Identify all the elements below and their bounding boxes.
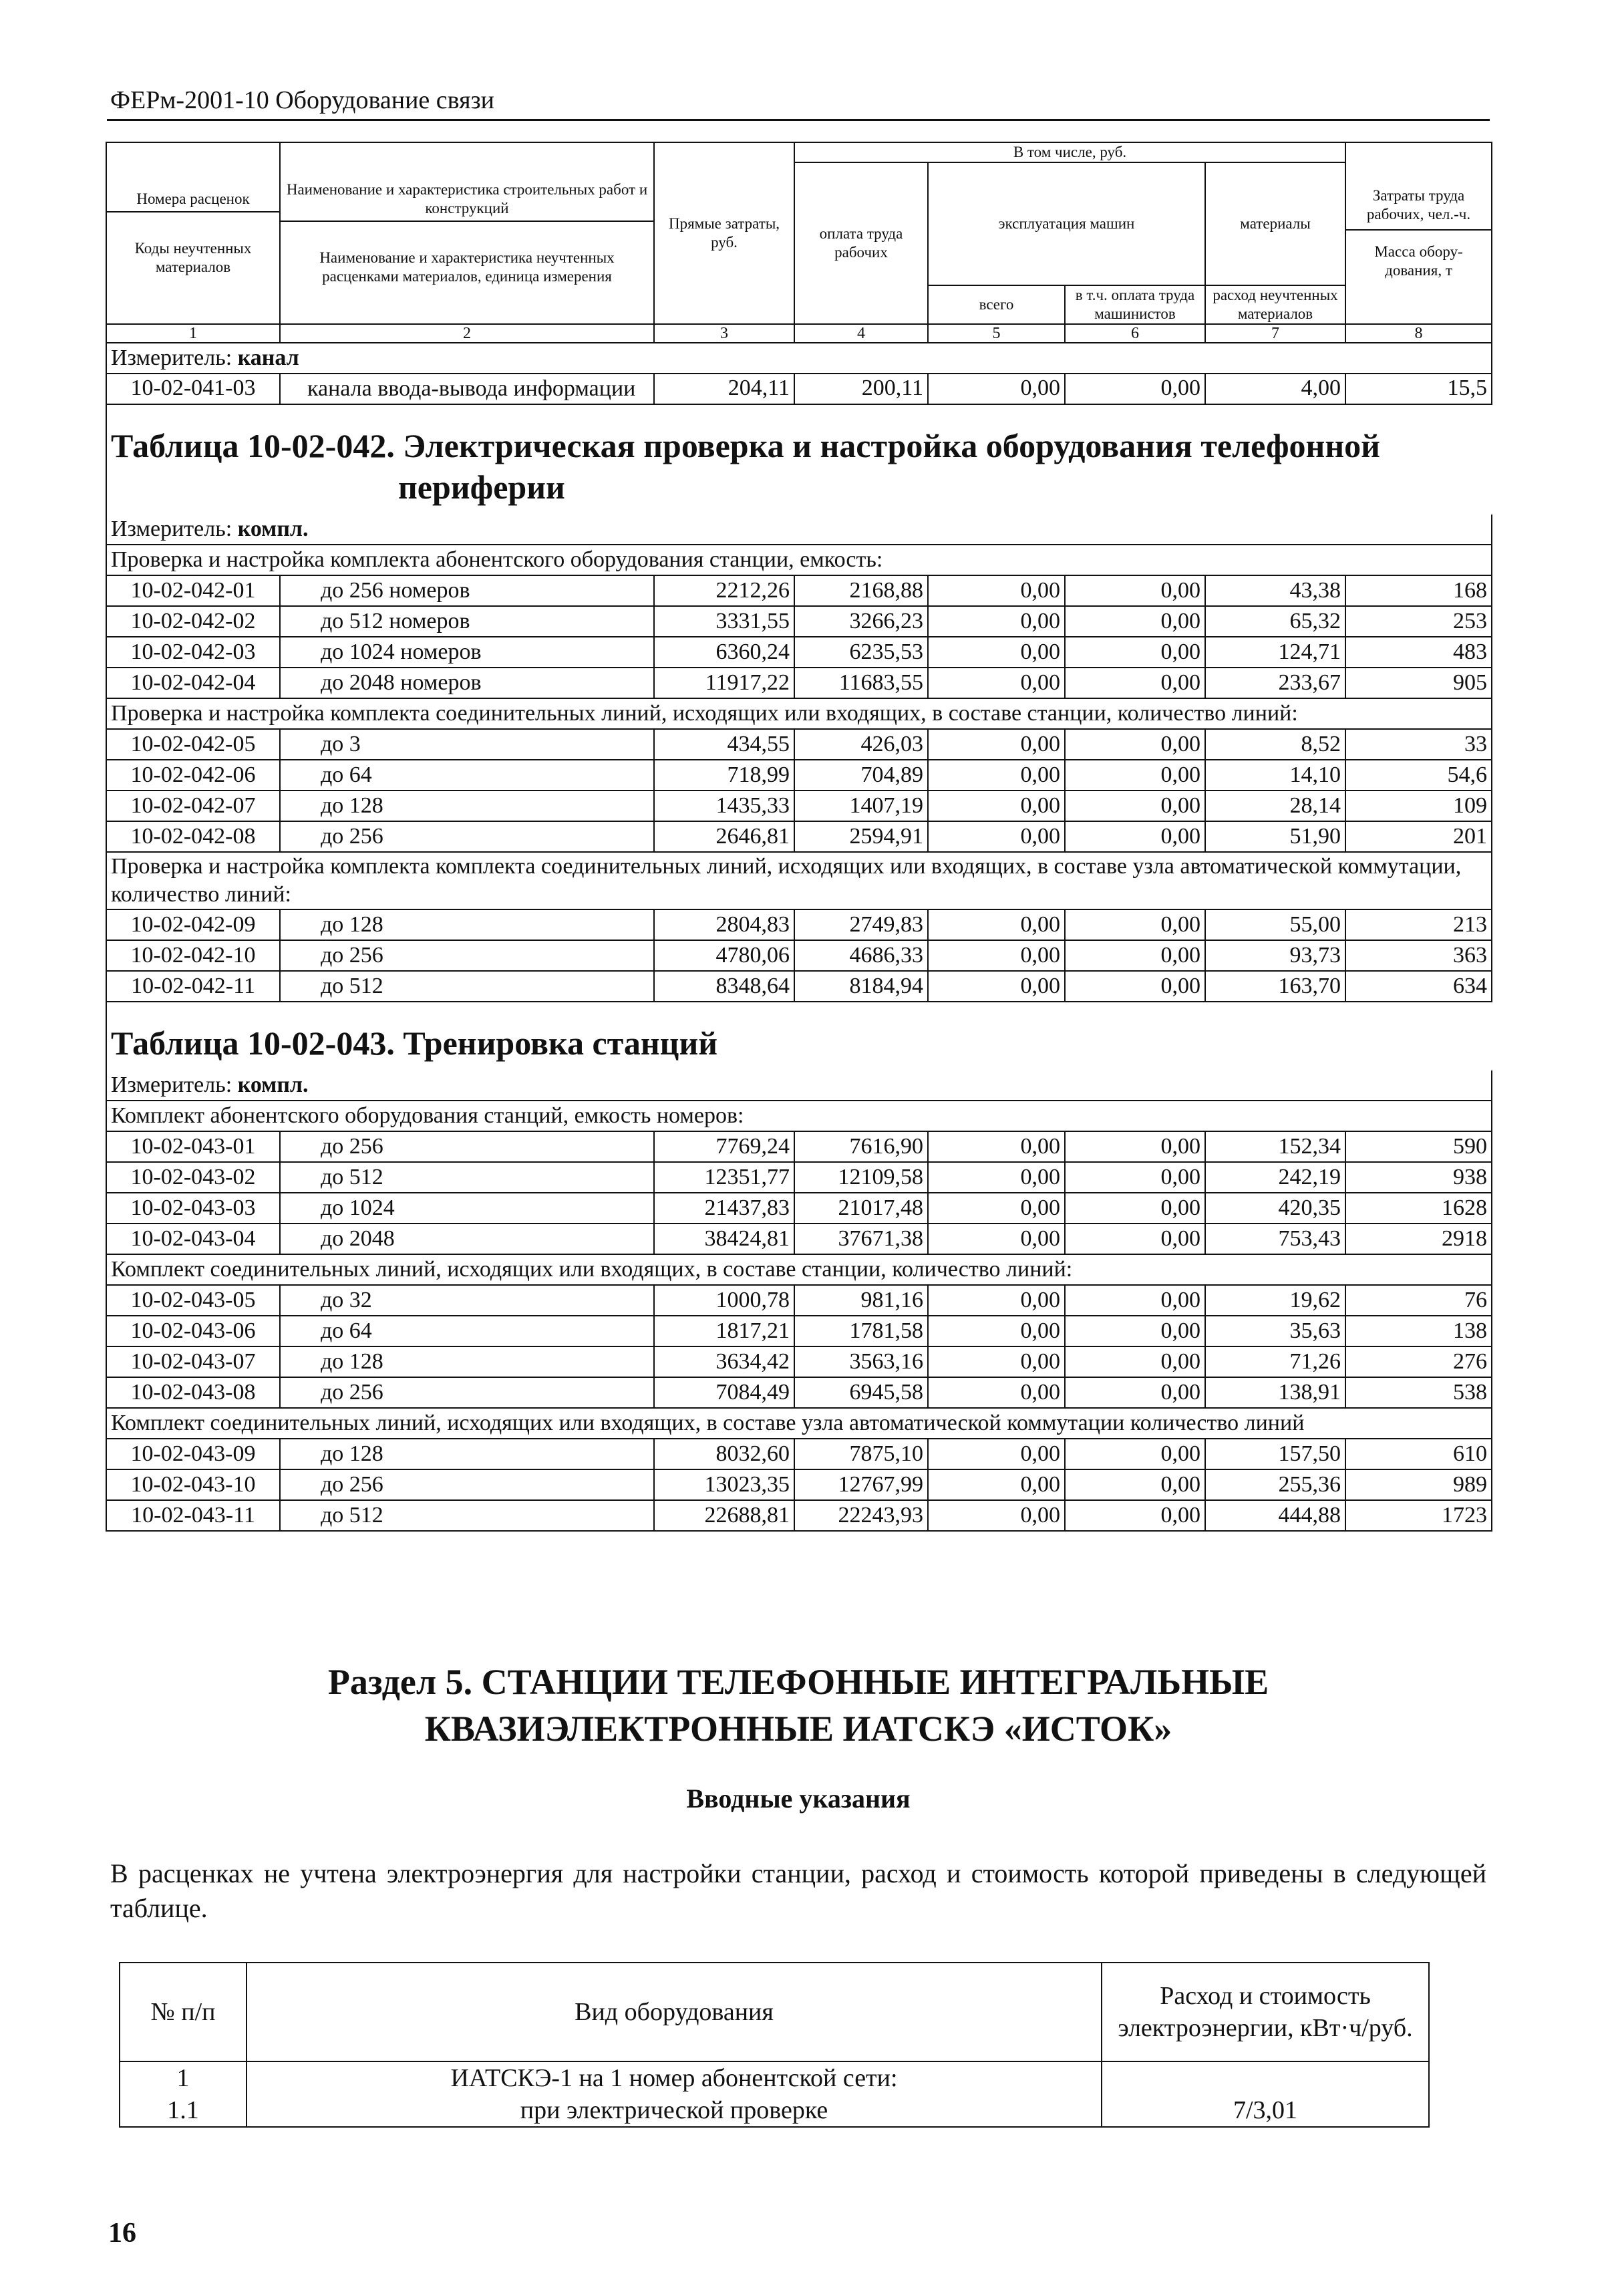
labor-hours: 590 bbox=[1345, 1131, 1492, 1162]
worker-pay: 7875,10 bbox=[794, 1439, 928, 1469]
labor-hours: 54,6 bbox=[1345, 760, 1492, 791]
header-machines-total: всего bbox=[928, 285, 1065, 324]
machinist-pay: 0,00 bbox=[1065, 575, 1205, 606]
rate-code: 10-02-043-08 bbox=[106, 1377, 280, 1408]
measure-value: компл. bbox=[237, 517, 309, 541]
header-materials: материалы bbox=[1205, 162, 1345, 285]
materials: 19,62 bbox=[1205, 1285, 1345, 1316]
labor-hours: 989 bbox=[1345, 1469, 1492, 1500]
group-caption-row bbox=[106, 545, 1492, 575]
group-caption: Проверка и настройка комплекта комплекта соединительных линий, исходящих или входящих, в составе узла автоматической коммутации, количество линий: bbox=[106, 852, 1492, 909]
worker-pay: 3266,23 bbox=[794, 606, 928, 637]
header-material-usage: расход неучтенных материалов bbox=[1205, 285, 1345, 324]
energy-row-name: ИАТСКЭ-1 на 1 номер абонентской сети: bbox=[247, 2061, 1102, 2094]
worker-pay: 2749,83 bbox=[794, 909, 928, 940]
labor-hours: 15,5 bbox=[1345, 374, 1492, 404]
worker-pay: 8184,94 bbox=[794, 971, 928, 1002]
section-title bbox=[107, 1659, 1490, 1752]
energy-table bbox=[119, 1962, 1430, 2128]
materials: 138,91 bbox=[1205, 1377, 1345, 1408]
energy-row bbox=[120, 2061, 1429, 2094]
section-title-line2: КВАЗИЭЛЕКТРОННЫЕ ИАТСКЭ «ИСТОК» bbox=[424, 1709, 1172, 1749]
machines-total: 0,00 bbox=[928, 1439, 1065, 1469]
labor-hours: 483 bbox=[1345, 637, 1492, 668]
rate-code: 10-02-043-01 bbox=[106, 1131, 280, 1162]
rate-name: до 256 номеров bbox=[280, 575, 654, 606]
table-header-row bbox=[106, 142, 1492, 162]
table-title: Таблица 10-02-043. Тренировка станций bbox=[111, 1024, 718, 1062]
machinist-pay: 0,00 bbox=[1065, 374, 1205, 404]
labor-hours: 138 bbox=[1345, 1316, 1492, 1346]
materials: 255,36 bbox=[1205, 1469, 1345, 1500]
table-row bbox=[106, 606, 1492, 637]
table-title-continuation: периферии bbox=[398, 468, 565, 506]
worker-pay: 12767,99 bbox=[794, 1469, 928, 1500]
rate-name: до 1024 bbox=[280, 1193, 654, 1224]
energy-header-number: № п/п bbox=[120, 1963, 247, 2061]
materials: 124,71 bbox=[1205, 637, 1345, 668]
energy-row-name: при электрической проверке bbox=[247, 2094, 1102, 2127]
header-labor-costs: Затраты труда рабочих, чел.-ч. bbox=[1346, 186, 1491, 231]
labor-hours: 109 bbox=[1345, 791, 1492, 821]
materials: 444,88 bbox=[1205, 1500, 1345, 1531]
direct-cost: 22688,81 bbox=[654, 1500, 794, 1531]
column-number: 1 bbox=[106, 324, 280, 343]
rate-name: до 128 bbox=[280, 791, 654, 821]
group-caption: Комплект соединительных линий, исходящих или входящих, в составе станции, количество линий: bbox=[106, 1254, 1492, 1285]
rate-code: 10-02-043-06 bbox=[106, 1316, 280, 1346]
page-number: 16 bbox=[108, 2218, 136, 2249]
measure-row bbox=[106, 1070, 1492, 1101]
direct-cost: 8348,64 bbox=[654, 971, 794, 1002]
labor-hours: 276 bbox=[1345, 1346, 1492, 1377]
labor-hours: 2918 bbox=[1345, 1224, 1492, 1254]
materials: 8,52 bbox=[1205, 729, 1345, 760]
worker-pay: 2168,88 bbox=[794, 575, 928, 606]
table-row bbox=[106, 1439, 1492, 1469]
materials: 233,67 bbox=[1205, 668, 1345, 698]
machines-total: 0,00 bbox=[928, 1193, 1065, 1224]
table-row bbox=[106, 374, 1492, 404]
group-caption: Комплект соединительных линий, исходящих или входящих, в составе узла автоматической коммутации количество линий bbox=[106, 1408, 1492, 1439]
group-caption: Проверка и настройка комплекта соединительных линий, исходящих или входящих, в составе станции, количество линий: bbox=[106, 698, 1492, 729]
energy-header-equipment: Вид оборудования bbox=[247, 1963, 1102, 2061]
rate-name: до 1024 номеров bbox=[280, 637, 654, 668]
rate-code: 10-02-043-02 bbox=[106, 1162, 280, 1193]
table-row bbox=[106, 791, 1492, 821]
materials: 55,00 bbox=[1205, 909, 1345, 940]
worker-pay: 12109,58 bbox=[794, 1162, 928, 1193]
labor-hours: 538 bbox=[1345, 1377, 1492, 1408]
measure-value: канал bbox=[237, 345, 299, 370]
rate-name: до 64 bbox=[280, 760, 654, 791]
table-title-row bbox=[106, 1002, 1492, 1070]
materials: 14,10 bbox=[1205, 760, 1345, 791]
table-row bbox=[106, 1162, 1492, 1193]
machines-total: 0,00 bbox=[928, 1469, 1065, 1500]
header-material-name: Наименование и характеристика неучтенных расценками материалов, единица измерения bbox=[319, 249, 615, 285]
worker-pay: 426,03 bbox=[794, 729, 928, 760]
direct-cost: 7084,49 bbox=[654, 1377, 794, 1408]
labor-hours: 201 bbox=[1345, 821, 1492, 852]
column-number: 5 bbox=[928, 324, 1065, 343]
machines-total: 0,00 bbox=[928, 1224, 1065, 1254]
direct-cost: 12351,77 bbox=[654, 1162, 794, 1193]
rate-code: 10-02-043-10 bbox=[106, 1469, 280, 1500]
table-row bbox=[106, 1224, 1492, 1254]
rate-code: 10-02-042-10 bbox=[106, 940, 280, 971]
section-title-line1: Раздел 5. СТАНЦИИ ТЕЛЕФОННЫЕ ИНТЕГРАЛЬНЫЕ bbox=[327, 1662, 1269, 1702]
rate-code: 10-02-043-04 bbox=[106, 1224, 280, 1254]
rate-name: до 64 bbox=[280, 1316, 654, 1346]
rate-code: 10-02-042-03 bbox=[106, 637, 280, 668]
worker-pay: 704,89 bbox=[794, 760, 928, 791]
rate-name: до 256 bbox=[280, 821, 654, 852]
rate-code: 10-02-042-11 bbox=[106, 971, 280, 1002]
machinist-pay: 0,00 bbox=[1065, 637, 1205, 668]
materials: 4,00 bbox=[1205, 374, 1345, 404]
machinist-pay: 0,00 bbox=[1065, 1346, 1205, 1377]
machinist-pay: 0,00 bbox=[1065, 1377, 1205, 1408]
table-row bbox=[106, 971, 1492, 1002]
direct-cost: 2212,26 bbox=[654, 575, 794, 606]
direct-cost: 21437,83 bbox=[654, 1193, 794, 1224]
direct-cost: 11917,22 bbox=[654, 668, 794, 698]
labor-hours: 938 bbox=[1345, 1162, 1492, 1193]
materials: 753,43 bbox=[1205, 1224, 1345, 1254]
table-row bbox=[106, 1316, 1492, 1346]
machinist-pay: 0,00 bbox=[1065, 791, 1205, 821]
table-row bbox=[106, 1377, 1492, 1408]
header-equipment-mass: Масса обору-дования, т bbox=[1374, 243, 1463, 279]
table-row bbox=[106, 1500, 1492, 1531]
machinist-pay: 0,00 bbox=[1065, 1285, 1205, 1316]
direct-cost: 7769,24 bbox=[654, 1131, 794, 1162]
machinist-pay: 0,00 bbox=[1065, 1500, 1205, 1531]
machinist-pay: 0,00 bbox=[1065, 1316, 1205, 1346]
labor-hours: 905 bbox=[1345, 668, 1492, 698]
worker-pay: 1407,19 bbox=[794, 791, 928, 821]
materials: 420,35 bbox=[1205, 1193, 1345, 1224]
direct-cost: 204,11 bbox=[654, 374, 794, 404]
labor-hours: 363 bbox=[1345, 940, 1492, 971]
rate-name: канала ввода-вывода информации bbox=[280, 374, 654, 404]
machinist-pay: 0,00 bbox=[1065, 1193, 1205, 1224]
labor-hours: 213 bbox=[1345, 909, 1492, 940]
direct-cost: 3634,42 bbox=[654, 1346, 794, 1377]
machines-total: 0,00 bbox=[928, 668, 1065, 698]
machinist-pay: 0,00 bbox=[1065, 1131, 1205, 1162]
machines-total: 0,00 bbox=[928, 760, 1065, 791]
direct-cost: 2646,81 bbox=[654, 821, 794, 852]
machines-total: 0,00 bbox=[928, 1500, 1065, 1531]
materials: 157,50 bbox=[1205, 1439, 1345, 1469]
rate-name: до 256 bbox=[280, 1377, 654, 1408]
materials: 163,70 bbox=[1205, 971, 1345, 1002]
materials: 93,73 bbox=[1205, 940, 1345, 971]
machinist-pay: 0,00 bbox=[1065, 909, 1205, 940]
machines-total: 0,00 bbox=[928, 1346, 1065, 1377]
machines-total: 0,00 bbox=[928, 1377, 1065, 1408]
rate-code: 10-02-042-09 bbox=[106, 909, 280, 940]
machinist-pay: 0,00 bbox=[1065, 606, 1205, 637]
group-caption-row bbox=[106, 1254, 1492, 1285]
table-row bbox=[106, 1469, 1492, 1500]
worker-pay: 1781,58 bbox=[794, 1316, 928, 1346]
machinist-pay: 0,00 bbox=[1065, 1162, 1205, 1193]
rates-table bbox=[106, 142, 1492, 1532]
materials: 35,63 bbox=[1205, 1316, 1345, 1346]
machinist-pay: 0,00 bbox=[1065, 729, 1205, 760]
worker-pay: 4686,33 bbox=[794, 940, 928, 971]
worker-pay: 2594,91 bbox=[794, 821, 928, 852]
table-row bbox=[106, 575, 1492, 606]
header-rule bbox=[107, 119, 1490, 121]
table-row bbox=[106, 1346, 1492, 1377]
materials: 71,26 bbox=[1205, 1346, 1345, 1377]
machinist-pay: 0,00 bbox=[1065, 940, 1205, 971]
machinist-pay: 0,00 bbox=[1065, 1469, 1205, 1500]
machines-total: 0,00 bbox=[928, 1316, 1065, 1346]
table-row bbox=[106, 821, 1492, 852]
measure-value: компл. bbox=[237, 1072, 309, 1097]
materials: 152,34 bbox=[1205, 1131, 1345, 1162]
energy-row-value: 7/3,01 bbox=[1102, 2094, 1429, 2127]
column-numbers-row bbox=[106, 324, 1492, 343]
rate-code: 10-02-041-03 bbox=[106, 374, 280, 404]
rate-name: до 2048 номеров bbox=[280, 668, 654, 698]
group-caption-row bbox=[106, 698, 1492, 729]
rate-code: 10-02-043-07 bbox=[106, 1346, 280, 1377]
column-number: 8 bbox=[1345, 324, 1492, 343]
worker-pay: 6235,53 bbox=[794, 637, 928, 668]
materials: 65,32 bbox=[1205, 606, 1345, 637]
worker-pay: 22243,93 bbox=[794, 1500, 928, 1531]
table-row bbox=[106, 1131, 1492, 1162]
direct-cost: 6360,24 bbox=[654, 637, 794, 668]
direct-cost: 718,99 bbox=[654, 760, 794, 791]
group-caption: Комплект абонентского оборудования станций, емкость номеров: bbox=[106, 1101, 1492, 1131]
materials: 43,38 bbox=[1205, 575, 1345, 606]
worker-pay: 3563,16 bbox=[794, 1346, 928, 1377]
machines-total: 0,00 bbox=[928, 729, 1065, 760]
machinist-pay: 0,00 bbox=[1065, 1224, 1205, 1254]
rate-name: до 512 номеров bbox=[280, 606, 654, 637]
header-material-codes: Коды неучтенных материалов bbox=[134, 240, 252, 275]
column-number: 2 bbox=[280, 324, 654, 343]
direct-cost: 1000,78 bbox=[654, 1285, 794, 1316]
energy-header-consumption: Расход и стоимость электроэнергии, кВт·ч/руб. bbox=[1102, 1963, 1429, 2061]
rate-code: 10-02-042-01 bbox=[106, 575, 280, 606]
column-number: 4 bbox=[794, 324, 928, 343]
machinist-pay: 0,00 bbox=[1065, 1439, 1205, 1469]
rate-name: до 2048 bbox=[280, 1224, 654, 1254]
machines-total: 0,00 bbox=[928, 1285, 1065, 1316]
group-caption-row bbox=[106, 1408, 1492, 1439]
header-work-name: Наименование и характеристика строительных работ и конструкций bbox=[281, 180, 653, 222]
worker-pay: 981,16 bbox=[794, 1285, 928, 1316]
machinist-pay: 0,00 bbox=[1065, 668, 1205, 698]
machinist-pay: 0,00 bbox=[1065, 821, 1205, 852]
direct-cost: 1817,21 bbox=[654, 1316, 794, 1346]
labor-hours: 76 bbox=[1345, 1285, 1492, 1316]
machines-total: 0,00 bbox=[928, 971, 1065, 1002]
materials: 242,19 bbox=[1205, 1162, 1345, 1193]
table-row bbox=[106, 760, 1492, 791]
table-row bbox=[106, 668, 1492, 698]
labor-hours: 168 bbox=[1345, 575, 1492, 606]
labor-hours: 253 bbox=[1345, 606, 1492, 637]
direct-cost: 1435,33 bbox=[654, 791, 794, 821]
rate-name: до 256 bbox=[280, 1131, 654, 1162]
measure-label: Измеритель: bbox=[111, 1072, 238, 1097]
labor-hours: 1723 bbox=[1345, 1500, 1492, 1531]
worker-pay: 11683,55 bbox=[794, 668, 928, 698]
direct-cost: 13023,35 bbox=[654, 1469, 794, 1500]
rate-code: 10-02-043-03 bbox=[106, 1193, 280, 1224]
column-number: 6 bbox=[1065, 324, 1205, 343]
rate-name: до 128 bbox=[280, 1439, 654, 1469]
rate-code: 10-02-042-07 bbox=[106, 791, 280, 821]
group-caption: Проверка и настройка комплекта абонентского оборудования станции, емкость: bbox=[106, 545, 1492, 575]
rate-name: до 128 bbox=[280, 909, 654, 940]
rate-name: до 256 bbox=[280, 1469, 654, 1500]
rate-code: 10-02-043-05 bbox=[106, 1285, 280, 1316]
rate-name: до 512 bbox=[280, 1162, 654, 1193]
direct-cost: 2804,83 bbox=[654, 909, 794, 940]
worker-pay: 37671,38 bbox=[794, 1224, 928, 1254]
worker-pay: 21017,48 bbox=[794, 1193, 928, 1224]
table-row bbox=[106, 1193, 1492, 1224]
measure-row bbox=[106, 343, 1492, 374]
rate-code: 10-02-043-09 bbox=[106, 1439, 280, 1469]
rate-name: до 512 bbox=[280, 1500, 654, 1531]
labor-hours: 634 bbox=[1345, 971, 1492, 1002]
materials: 51,90 bbox=[1205, 821, 1345, 852]
header-direct-costs: Прямые затраты, руб. bbox=[654, 142, 794, 324]
rate-code: 10-02-042-02 bbox=[106, 606, 280, 637]
materials: 28,14 bbox=[1205, 791, 1345, 821]
rate-code: 10-02-042-08 bbox=[106, 821, 280, 852]
group-caption-row bbox=[106, 852, 1492, 909]
header-including: В том числе, руб. bbox=[794, 142, 1345, 162]
rate-code: 10-02-043-11 bbox=[106, 1500, 280, 1531]
header-machinist-pay: в т.ч. оплата труда машинистов bbox=[1065, 285, 1205, 324]
measure-row bbox=[106, 515, 1492, 545]
table-row bbox=[106, 637, 1492, 668]
machines-total: 0,00 bbox=[928, 821, 1065, 852]
running-head: ФЕРм-2001-10 Оборудование связи bbox=[110, 86, 494, 114]
header-worker-pay: оплата труда рабочих bbox=[794, 162, 928, 324]
rate-name: до 512 bbox=[280, 971, 654, 1002]
energy-row-value bbox=[1102, 2061, 1429, 2094]
column-number: 7 bbox=[1205, 324, 1345, 343]
energy-row bbox=[120, 2094, 1429, 2127]
machines-total: 0,00 bbox=[928, 791, 1065, 821]
table-row bbox=[106, 909, 1492, 940]
table-row bbox=[106, 940, 1492, 971]
rate-name: до 32 bbox=[280, 1285, 654, 1316]
rate-name: до 128 bbox=[280, 1346, 654, 1377]
rate-code: 10-02-042-06 bbox=[106, 760, 280, 791]
header-rate-numbers: Номера расценок bbox=[107, 190, 279, 212]
worker-pay: 7616,90 bbox=[794, 1131, 928, 1162]
direct-cost: 8032,60 bbox=[654, 1439, 794, 1469]
direct-cost: 38424,81 bbox=[654, 1224, 794, 1254]
energy-row-number: 1.1 bbox=[120, 2094, 247, 2127]
rate-code: 10-02-042-05 bbox=[106, 729, 280, 760]
machinist-pay: 0,00 bbox=[1065, 760, 1205, 791]
intro-paragraph: В расценках не учтена электроэнергия для настройки станции, расход и стоимость которой приведены в следующей таблице. bbox=[110, 1858, 1486, 1923]
machines-total: 0,00 bbox=[928, 637, 1065, 668]
machines-total: 0,00 bbox=[928, 1131, 1065, 1162]
table-title-row bbox=[106, 404, 1492, 515]
header-machines: эксплуатация машин bbox=[928, 162, 1205, 285]
intro-heading: Вводные указания bbox=[686, 1783, 911, 1814]
machines-total: 0,00 bbox=[928, 909, 1065, 940]
worker-pay: 6945,58 bbox=[794, 1377, 928, 1408]
machines-total: 0,00 bbox=[928, 374, 1065, 404]
labor-hours: 1628 bbox=[1345, 1193, 1492, 1224]
labor-hours: 33 bbox=[1345, 729, 1492, 760]
table-row bbox=[106, 729, 1492, 760]
column-number: 3 bbox=[654, 324, 794, 343]
table-title: Таблица 10-02-042. Электрическая проверка и настройка оборудования телефонной bbox=[111, 427, 1380, 464]
rate-code: 10-02-042-04 bbox=[106, 668, 280, 698]
direct-cost: 4780,06 bbox=[654, 940, 794, 971]
energy-row-number: 1 bbox=[120, 2061, 247, 2094]
machines-total: 0,00 bbox=[928, 940, 1065, 971]
measure-label: Измеритель: bbox=[111, 517, 238, 541]
measure-label: Измеритель: bbox=[111, 345, 238, 370]
direct-cost: 3331,55 bbox=[654, 606, 794, 637]
worker-pay: 200,11 bbox=[794, 374, 928, 404]
machines-total: 0,00 bbox=[928, 606, 1065, 637]
machines-total: 0,00 bbox=[928, 575, 1065, 606]
table-row bbox=[106, 1285, 1492, 1316]
direct-cost: 434,55 bbox=[654, 729, 794, 760]
group-caption-row bbox=[106, 1101, 1492, 1131]
rate-name: до 3 bbox=[280, 729, 654, 760]
machines-total: 0,00 bbox=[928, 1162, 1065, 1193]
rate-name: до 256 bbox=[280, 940, 654, 971]
labor-hours: 610 bbox=[1345, 1439, 1492, 1469]
machinist-pay: 0,00 bbox=[1065, 971, 1205, 1002]
